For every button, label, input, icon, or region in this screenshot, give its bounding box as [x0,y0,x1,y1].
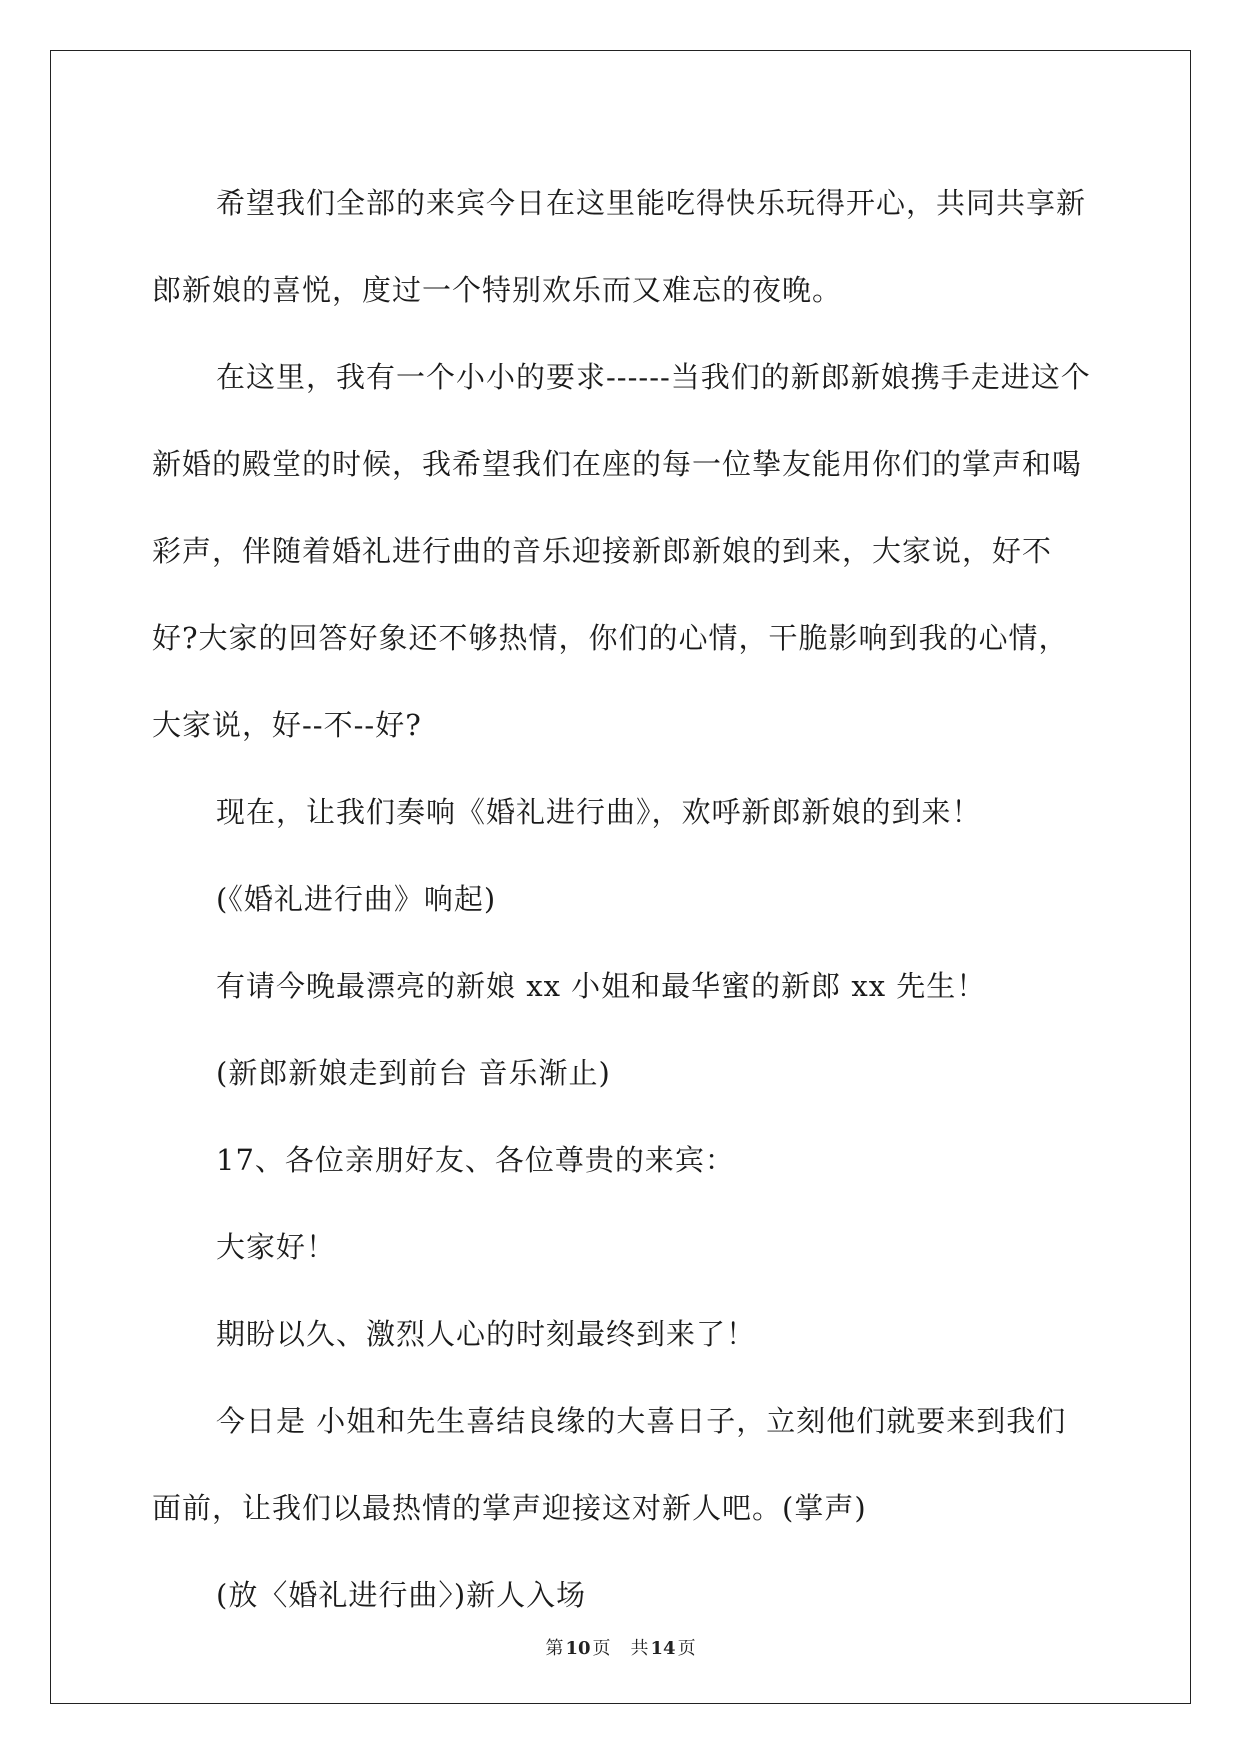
footer-total-prefix: 共 [630,1638,649,1659]
paragraph: 在这里，我有一个小小的要求------当我们的新郎新娘携手走进这个新婚的殿堂的时候，我希望我们在座的每一位挚友能用你们的掌声和喝彩声，伴随着婚礼进行曲的音乐迎接新郎新娘的到来，大家说，好不好?大家的回答好象还不够热情，你们的心情，干脆影响到我的心情，大家说，好--不--好? [152,360,1091,742]
paragraph: (新郎新娘走到前台 音乐渐止) [216,1056,611,1090]
footer-page-suffix: 页 [592,1638,611,1659]
paragraph: (放〈婚礼进行曲〉)新人入场 [216,1578,587,1612]
paragraph: 现在，让我们奏响《婚礼进行曲》，欢呼新郎新娘的到来！ [216,795,982,829]
footer-total-suffix: 页 [677,1638,696,1659]
page-footer [0,1634,1241,1660]
paragraph: 希望我们全部的来宾今日在这里能吃得快乐玩得开心，共同共享新郎新娘的喜悦，度过一个特别欢乐而又难忘的夜晚。 [152,186,1087,307]
paragraph: 17、各位亲朋好友、各位尊贵的来宾： [216,1143,735,1177]
paragraph: 今日是 小姐和先生喜结良缘的大喜日子，立刻他们就要来到我们面前，让我们以最热情的掌声迎接这对新人吧。(掌声) [152,1404,1067,1525]
document-body [152,160,1092,1639]
total-page-number: 14 [650,1638,676,1659]
paragraph: 大家好！ [216,1230,337,1264]
current-page-number: 10 [565,1638,591,1659]
paragraph: (《婚礼进行曲》响起) [216,882,497,916]
paragraph: 期盼以久、激烈人心的时刻最终到来了！ [216,1317,757,1351]
paragraph: 有请今晚最漂亮的新娘 xx 小姐和最华蜜的新郎 xx 先生！ [216,969,987,1003]
footer-prefix: 第 [545,1638,564,1659]
